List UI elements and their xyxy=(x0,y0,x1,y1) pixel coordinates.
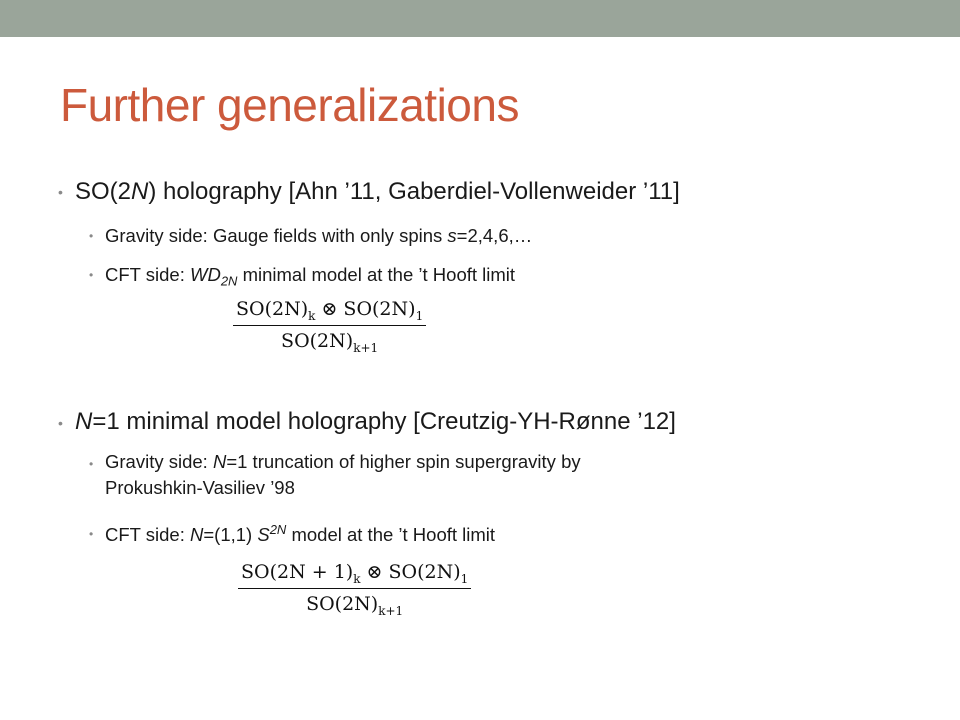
coset-formula-1: $SO(2N)_k$ ⊗ $SO(2N)_1$ $SO(2N)_{k+1}$ xyxy=(233,298,426,355)
bullet-icon: • xyxy=(89,229,94,243)
sub-bullet-cft-side-2: CFT side: N=(1,1) $S^{2N}$ model at the ’t Hooft limit xyxy=(105,522,496,546)
bullet-icon: • xyxy=(89,527,94,541)
bullet-icon: • xyxy=(89,457,94,471)
bullet-so2n-holography: SO(2N) holography [Ahn ’11, Gaberdiel-Vollenweider ’11] xyxy=(75,178,680,205)
slide-title: Further generalizations xyxy=(60,79,519,131)
sub-bullet-gravity-side-2: Gravity side: N=1 truncation of higher spin supergravity by Prokushkin-Vasiliev ’98 xyxy=(105,451,581,498)
coset-formula-2: $SO(2N + 1)_k$ ⊗ $SO(2N)_1$ $SO(2N)_{k+1}$ xyxy=(238,561,471,618)
bullet-icon: • xyxy=(58,184,63,200)
top-accent-bar xyxy=(0,0,960,37)
sub-bullet-gravity-side-1: Gravity side: Gauge fields with only spins s=2,4,6,… xyxy=(105,225,533,246)
sub-bullet-cft-side-1: CFT side: $WD_{2N}$ minimal model at the ’t Hooft limit xyxy=(105,264,516,289)
bullet-icon: • xyxy=(58,415,63,431)
bullet-icon: • xyxy=(89,268,94,282)
bullet-n1-minimal-model: N=1 minimal model holography [Creutzig-YH-Rønne ’12] xyxy=(75,408,676,435)
